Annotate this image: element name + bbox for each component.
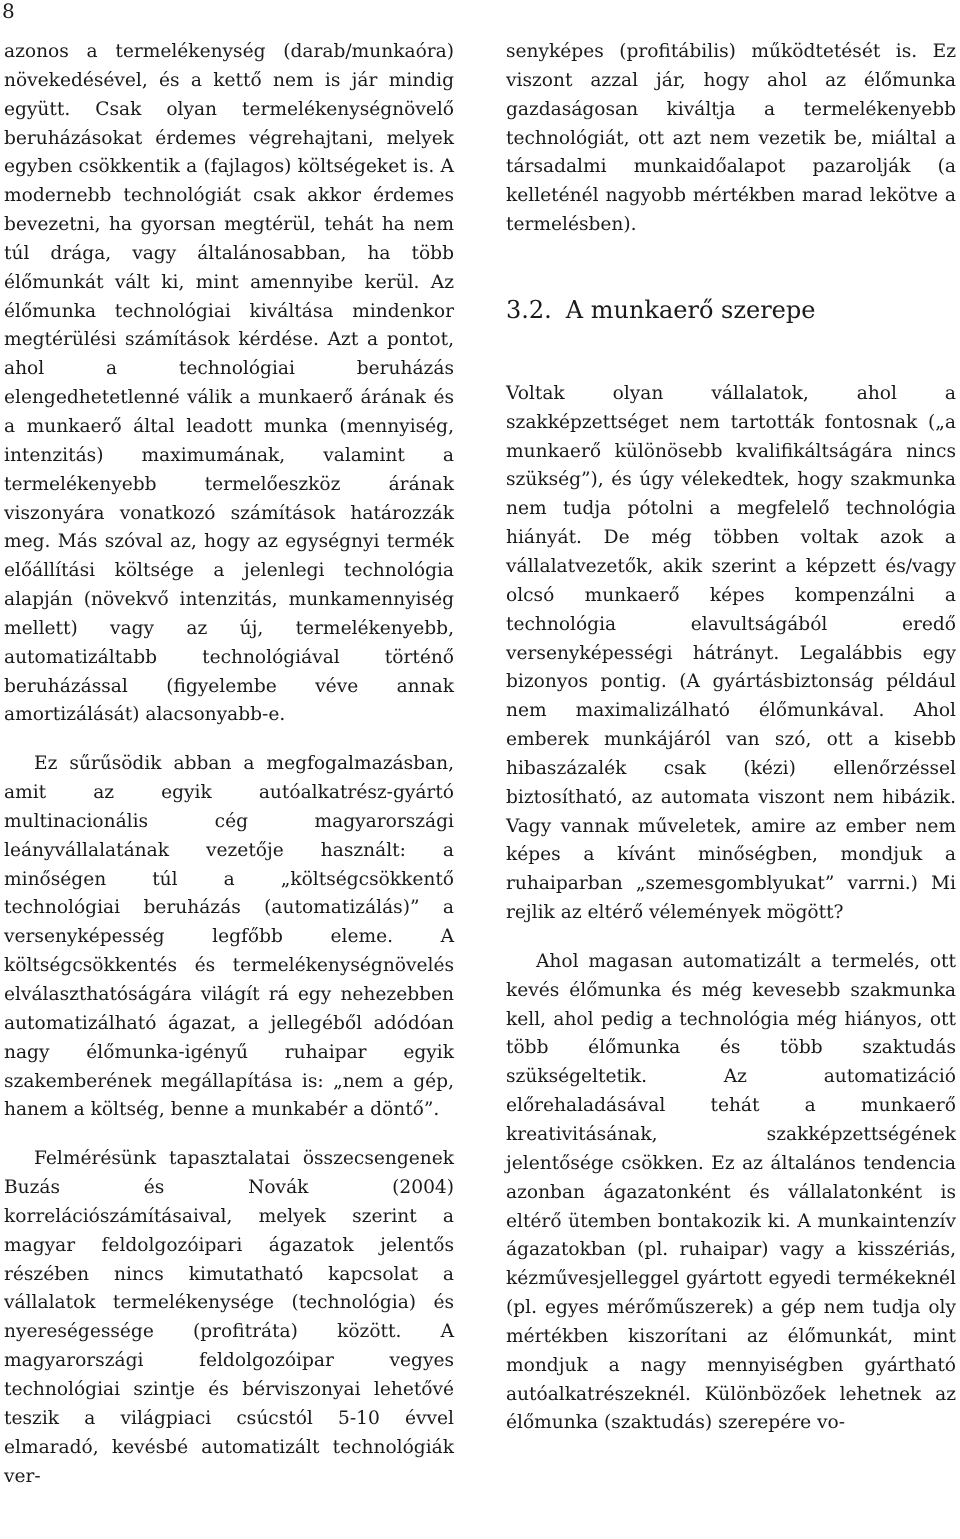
left-paragraph-1: azonos a termelékenység (darab/munkaóra) növekedésével, és a kettő nem is jár mindig együtt. Csak olyan termelékenységnövelő beruházásokat érdemes végrehajtani, melyek egyben csökkentik a (fajlagos) költségeket is. A modernebb technológiát csak akkor érdemes bevezetni, ha gyorsan megtérül, tehát ha nem túl drága, vagy általánosabban, ha több élőmunkát vált ki, mint amennyibe kerül. Az élőmunka technológiai kiváltása mindenkor megtérülési számítások kérdése. Azt a pontot, ahol a technológiai beruházás elengedhetetlenné válik a munkaerő árának és a munkaerő által leadott munka (mennyiség, intenzitás) maximumának, valamint a termelékenyebb termelőeszköz árának viszonyára vonatkozó számítások határozzák meg. Más szóval az, hogy az egységnyi termék előállítási költsége a jelenlegi technológia alapján (növekvő intenzitás, munkamennyiség mellett) vagy az új, termelékenyebb, automatizáltabb technológiával történő beruházással (figyelembe véve annak amortizálását) alacsonyabb-e.: [4, 41, 454, 726]
section-heading: [506, 295, 956, 325]
right-paragraph-2: Ahol magasan automatizált a termelés, ott kevés élőmunka és még kevesebb szakmunka kell, ahol pedig a technológia még hiányos, ott több élőmunka és több szaktudás szükségeltetik. Az automatizáció előrehaladásával tehát a munkaerő kreativitásának, szakképzettségének jelentősége csökken. Ez az általános tendencia azonban ágazatonként és vállalatonként is eltérő ütemben bontakozik ki. A munkaintenzív ágazatokban (pl. ruhaipar) vagy a kisszériás, kézművesjelleggel gyártott egyedi termékeknél (pl. egyes mérőműszerek) a gép nem tudja oly mértékben kiszorítani az élőmunkát, mint mondjuk a nagy mennyiségben gyártható autóalkatrészeknél. Különbözőek lehetnek az élőmunka (szaktudás) szerepére vo-: [506, 950, 956, 1434]
right-paragraph-continued: senyképes (profitábilis) működtetését is. Ez viszont azzal jár, hogy ahol az élőmunka gazdaságosan kiváltja a termelékenyebb technológiát, ott azt nem vezetik be, miáltal a társadalmi munkaidőalapot pazarolják (a kelleténél nagyobb mértékben marad lekötve a termelésben).: [506, 41, 956, 236]
left-paragraph-3: Felmérésünk tapasztalatai összecsengenek Buzás és Novák (2004) korrelációszámításaival, melyek szerint a magyar feldolgozóipari ágazatok jelentős részében nincs kimutatható kapcsolat a vállalatok termelékenysége (technológia) és nyereségessége (profitráta) között. A magyarországi feldolgozóipar vegyes technológiai szintje és bérviszonyai lehetővé teszik a világpiaci csúcstól 5-10 évvel elmaradó, kevésbé automatizált technológiák ver-: [4, 1148, 454, 1487]
left-column: [4, 38, 454, 1491]
page-number: 8: [2, 0, 15, 23]
section-number: 3.2.: [506, 295, 552, 324]
section-title: A munkaerő szerepe: [565, 295, 816, 324]
right-paragraph-1: Voltak olyan vállalatok, ahol a szakképzettséget nem tartották fontosnak („a munkaerő különösebb kvalifikáltságára nincs szükség”), és úgy vélekedtek, hogy szakmunka nem tudja pótolni a megfelelő technológia hiányát. De még többen voltak azok a vállalatvezetők, akik szerint a képzett és/vagy olcsó munkaerő képes kompenzálni a technológia elavultságából eredő versenyképességi hátrányt. Legalábbis egy bizonyos pontig. (A gyártásbiztonság például nem maximalizálható élőmunkával. Ahol emberek munkájáról van szó, ott a kisebb hibaszázalék csak (kézi) ellenőrzéssel biztosítható, az automata viszont nem hibázik. Vagy vannak műveletek, amire az ember nem képes a kívánt minőségben, mondjuk a ruhaiparban „szemesgomblyukat” varrni.) Mi rejlik az eltérő vélemények mögött?: [506, 382, 956, 924]
left-paragraph-2: Ez sűrűsödik abban a megfogalmazásban, amit az egyik autóalkatrész-gyártó multinacionális cég magyarországi leányvállalatának vezetője használt: a minőségen túl a „költségcsökkentő technológiai beruházás (automatizálás)” a versenyképesség legfőbb eleme. A költségcsökkentés és termelékenységnövelés elválaszthatóságára világít rá egy nehezebben automatizálható ágazat, a jellegéből adódóan nagy élőmunka-igényű ruhaipar egyik szakemberének megállapítása is: „nem a gép, hanem a költség, benne a munkabér a döntő”.: [4, 753, 454, 1121]
right-column: [506, 38, 956, 1438]
